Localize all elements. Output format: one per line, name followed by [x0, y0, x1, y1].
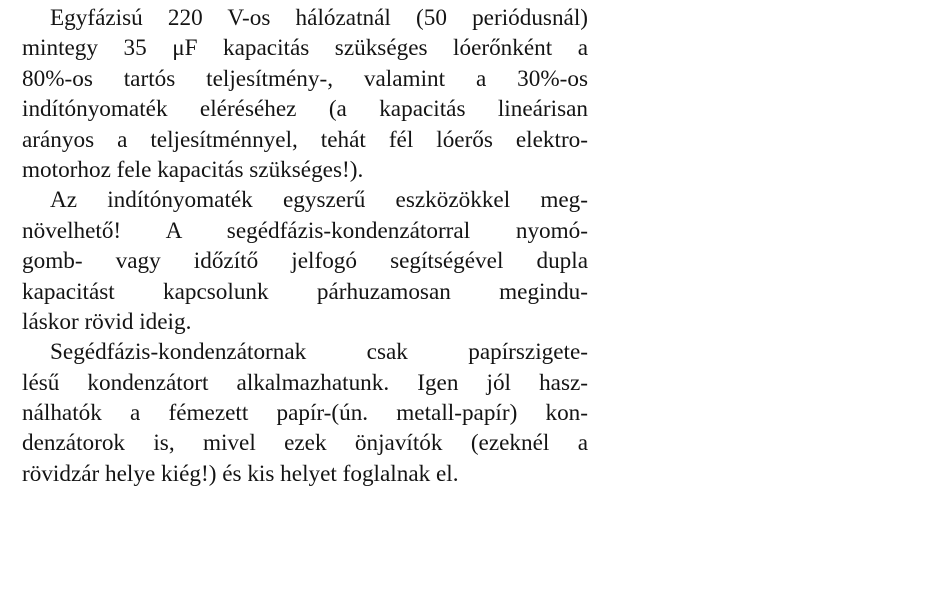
paragraph-line: növelhető! A segédfázis-kondenzátorral nyomó- — [22, 217, 588, 244]
paragraph-line: denzátorok is, mivel ezek önjavítók (ezeknél a — [22, 430, 588, 457]
paragraph-line: mintegy 35 μF kapacitás szükséges lóerőnként a — [22, 35, 588, 62]
paragraph-2 — [22, 185, 588, 337]
paragraph-line: arányos a teljesítménnyel, tehát fél lóerős elektro- — [22, 126, 588, 153]
paragraph-1 — [22, 3, 588, 185]
paragraph-line: 80%-os tartós teljesítmény-, valamint a 30%-os — [22, 65, 588, 92]
paragraph-line: Az indítónyomaték egyszerű eszközökkel meg- — [50, 187, 588, 214]
paragraph-line: rövidzár helye kiég!) és kis helyet foglalnak el. — [22, 460, 459, 487]
paragraph-line: láskor rövid ideig. — [22, 308, 192, 335]
paragraph-line: nálhatók a fémezett papír-(ún. metall-papír) kon- — [22, 400, 588, 427]
paragraph-line: motorhoz fele kapacitás szükséges!). — [22, 156, 364, 183]
text-column — [22, 3, 588, 489]
paragraph-line: indítónyomaték eléréséhez (a kapacitás lineárisan — [22, 96, 588, 123]
paragraph-line: Segédfázis-kondenzátornak csak papírszigete- — [50, 339, 588, 366]
paragraph-line: gomb- vagy időzítő jelfogó segítségével dupla — [22, 248, 588, 275]
paragraph-line: kapacitást kapcsolunk párhuzamosan megindu- — [22, 278, 588, 305]
paragraph-line: lésű kondenzátort alkalmazhatunk. Igen jól hasz- — [22, 369, 588, 396]
paragraph-3 — [22, 337, 588, 489]
paragraph-line: Egyfázisú 220 V-os hálózatnál (50 periódusnál) — [50, 5, 588, 31]
